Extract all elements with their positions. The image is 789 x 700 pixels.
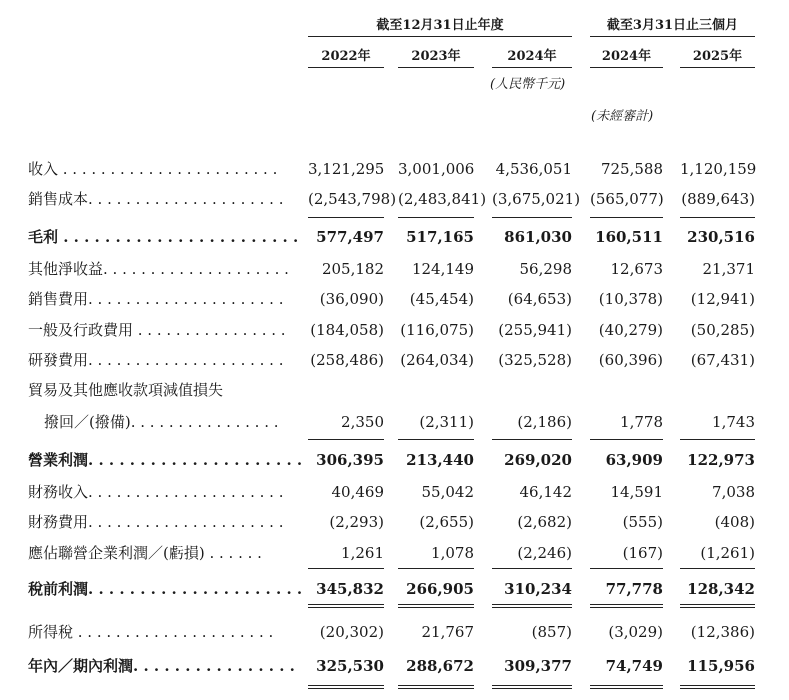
row-value: 4,536,051 xyxy=(495,160,572,178)
total-rule xyxy=(492,604,572,605)
row-value: 725,588 xyxy=(600,160,663,178)
row-value: (2,246) xyxy=(517,544,572,562)
row-value: (116,075) xyxy=(400,321,474,339)
row-value: 1,743 xyxy=(712,413,755,431)
row-value: (264,034) xyxy=(400,351,474,369)
row-value: (2,293) xyxy=(329,513,384,531)
currency-note: (人民幣千元) xyxy=(490,77,566,92)
row-value: 14,591 xyxy=(610,483,663,501)
row-label: 研發費用. . . . . . . . . . . . . . . . . . . . . xyxy=(28,351,284,369)
total-rule xyxy=(308,439,384,440)
row-value: 40,469 xyxy=(331,483,384,501)
row-label: 銷售費用. . . . . . . . . . . . . . . . . . . . . xyxy=(28,290,284,308)
header-year-rule xyxy=(308,67,384,68)
header-group-quarter-rule xyxy=(590,36,755,37)
row-value: (3,675,021) xyxy=(492,190,581,208)
row-value: 288,672 xyxy=(406,657,474,675)
row-label: 撥回／(撥備). . . . . . . . . . . . . . . . xyxy=(44,413,279,431)
header-year-rule xyxy=(398,67,474,68)
row-value: (2,682) xyxy=(517,513,572,531)
row-value: 517,165 xyxy=(406,228,474,246)
row-value: (2,186) xyxy=(517,413,572,431)
total-rule xyxy=(590,607,663,608)
row-label: 財務收入. . . . . . . . . . . . . . . . . . . . . xyxy=(28,483,284,501)
total-rule xyxy=(590,688,663,689)
header-year: 2023年 xyxy=(411,49,461,64)
row-value: 230,516 xyxy=(687,228,755,246)
row-label: 應佔聯營企業利潤／(虧損) . . . . . . xyxy=(28,544,262,562)
total-rule xyxy=(590,568,663,569)
total-rule xyxy=(398,604,474,605)
row-label: 年內／期內利潤. . . . . . . . . . . . . . . . xyxy=(28,657,295,675)
total-rule xyxy=(398,568,474,569)
header-year-rule xyxy=(590,67,663,68)
row-value: 861,030 xyxy=(504,228,572,246)
row-value: 2,350 xyxy=(341,413,384,431)
row-value: (40,279) xyxy=(598,321,663,339)
total-rule xyxy=(590,604,663,605)
row-value: (184,058) xyxy=(310,321,384,339)
total-rule xyxy=(308,607,384,608)
row-label: 財務費用. . . . . . . . . . . . . . . . . . . . . xyxy=(28,513,284,531)
row-value: 160,511 xyxy=(595,228,663,246)
row-value: 1,120,159 xyxy=(680,160,757,178)
row-value: 124,149 xyxy=(411,260,474,278)
total-rule xyxy=(680,568,755,569)
row-value: 74,749 xyxy=(605,657,663,675)
header-year: 2024年 xyxy=(507,49,557,64)
total-rule xyxy=(398,607,474,608)
total-rule xyxy=(680,685,755,686)
row-value: 325,530 xyxy=(316,657,384,675)
row-value: (2,543,798) xyxy=(308,190,397,208)
header-year: 2024年 xyxy=(601,49,652,64)
row-value: 77,778 xyxy=(605,580,663,598)
row-value: (565,077) xyxy=(590,190,664,208)
total-rule xyxy=(680,604,755,605)
row-value: (12,941) xyxy=(690,290,755,308)
total-rule xyxy=(492,685,572,686)
row-value: (2,311) xyxy=(419,413,474,431)
row-label: 一般及行政費用 . . . . . . . . . . . . . . . . xyxy=(28,321,286,339)
row-value: (1,261) xyxy=(700,544,755,562)
row-value: 122,973 xyxy=(687,451,755,469)
unaudited-note: (未經審計) xyxy=(591,109,654,124)
row-value: (20,302) xyxy=(319,623,384,641)
row-value: 63,909 xyxy=(605,451,663,469)
row-value: 21,767 xyxy=(421,623,474,641)
row-value: 1,261 xyxy=(341,544,384,562)
row-value: 115,956 xyxy=(687,657,755,675)
row-value: (36,090) xyxy=(319,290,384,308)
row-value: 213,440 xyxy=(406,451,474,469)
row-value: 345,832 xyxy=(316,580,384,598)
total-rule xyxy=(680,439,755,440)
row-value: (10,378) xyxy=(598,290,663,308)
row-value: 1,778 xyxy=(620,413,663,431)
row-value: 1,078 xyxy=(431,544,474,562)
total-rule xyxy=(590,217,663,218)
row-value: 310,234 xyxy=(504,580,572,598)
header-group-quarter: 截至3月31日止三個月 xyxy=(606,18,739,33)
total-rule xyxy=(492,217,572,218)
header-group-annual-rule xyxy=(308,36,572,37)
row-value: 3,001,006 xyxy=(398,160,475,178)
total-rule xyxy=(590,685,663,686)
row-label: 營業利潤. . . . . . . . . . . . . . . . . . . . . xyxy=(28,451,303,469)
total-rule xyxy=(308,217,384,218)
row-label: 貿易及其他應收款項減值損失 xyxy=(28,381,224,399)
total-rule xyxy=(398,217,474,218)
total-rule xyxy=(492,439,572,440)
row-value: 56,298 xyxy=(519,260,572,278)
total-rule xyxy=(308,688,384,689)
total-rule xyxy=(308,685,384,686)
row-value: 3,121,295 xyxy=(308,160,385,178)
row-value: 55,042 xyxy=(421,483,474,501)
row-value: (325,528) xyxy=(498,351,572,369)
row-value: (45,454) xyxy=(409,290,474,308)
row-value: (255,941) xyxy=(498,321,572,339)
total-rule xyxy=(308,568,384,569)
row-value: 21,371 xyxy=(702,260,755,278)
total-rule xyxy=(308,604,384,605)
header-year-rule xyxy=(680,67,755,68)
row-label: 稅前利潤. . . . . . . . . . . . . . . . . . . . . xyxy=(28,580,303,598)
row-value: (167) xyxy=(622,544,663,562)
total-rule xyxy=(398,439,474,440)
row-value: (2,655) xyxy=(419,513,474,531)
row-label: 所得稅 . . . . . . . . . . . . . . . . . . . . . xyxy=(28,623,274,641)
total-rule xyxy=(398,688,474,689)
row-value: (50,285) xyxy=(690,321,755,339)
row-label: 毛利 . . . . . . . . . . . . . . . . . . . . . . . xyxy=(28,228,299,246)
total-rule xyxy=(492,568,572,569)
row-value: (3,029) xyxy=(608,623,663,641)
row-value: 12,673 xyxy=(610,260,663,278)
total-rule xyxy=(680,217,755,218)
total-rule xyxy=(680,688,755,689)
row-value: (60,396) xyxy=(598,351,663,369)
row-value: (64,653) xyxy=(507,290,572,308)
row-value: (258,486) xyxy=(310,351,384,369)
row-value: (12,386) xyxy=(690,623,755,641)
total-rule xyxy=(492,607,572,608)
header-year: 2025年 xyxy=(692,49,743,64)
row-value: 266,905 xyxy=(406,580,474,598)
row-value: 128,342 xyxy=(687,580,755,598)
row-value: 205,182 xyxy=(321,260,384,278)
total-rule xyxy=(398,685,474,686)
row-value: 46,142 xyxy=(519,483,572,501)
row-label: 銷售成本. . . . . . . . . . . . . . . . . . . . . xyxy=(28,190,284,208)
row-value: 306,395 xyxy=(316,451,384,469)
header-year-rule xyxy=(492,67,572,68)
row-value: (889,643) xyxy=(681,190,755,208)
row-value: 309,377 xyxy=(504,657,572,675)
row-value: (67,431) xyxy=(690,351,755,369)
row-label: 其他淨收益. . . . . . . . . . . . . . . . . . . . xyxy=(28,260,289,278)
row-value: (555) xyxy=(622,513,663,531)
total-rule xyxy=(590,439,663,440)
row-value: 577,497 xyxy=(316,228,384,246)
header-group-annual: 截至12月31日止年度 xyxy=(376,18,504,33)
row-value: (2,483,841) xyxy=(398,190,487,208)
header-year: 2022年 xyxy=(321,49,371,64)
row-value: 269,020 xyxy=(504,451,572,469)
row-value: 7,038 xyxy=(712,483,755,501)
row-value: (857) xyxy=(531,623,572,641)
total-rule xyxy=(680,607,755,608)
row-value: (408) xyxy=(714,513,755,531)
total-rule xyxy=(492,688,572,689)
row-label: 收入 . . . . . . . . . . . . . . . . . . . . . . . xyxy=(28,160,278,178)
